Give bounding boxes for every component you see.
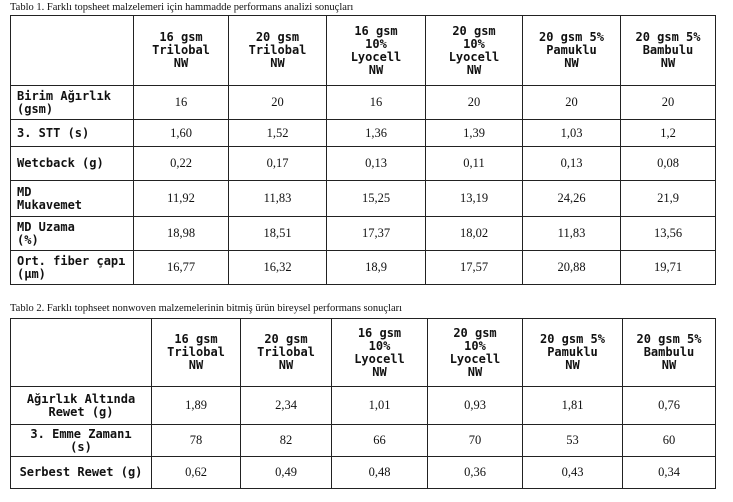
table-cell: 20 bbox=[523, 86, 621, 120]
column-header-line: NW bbox=[660, 56, 676, 70]
table-cell: 16,32 bbox=[229, 251, 327, 285]
row-label-line: (s) bbox=[70, 439, 92, 454]
table-cell: 1,2 bbox=[621, 120, 716, 147]
table-cell: 1,60 bbox=[134, 120, 229, 147]
table-cell: 11,83 bbox=[523, 217, 621, 251]
table-row bbox=[11, 387, 716, 425]
column-header-line: Lyocell bbox=[354, 351, 405, 366]
column-header-line: 20 gsm 5% bbox=[636, 332, 702, 346]
column-header bbox=[623, 319, 716, 387]
table2 bbox=[10, 318, 716, 489]
column-header bbox=[523, 16, 621, 86]
table-cell: 1,36 bbox=[327, 120, 426, 147]
table-cell: 18,02 bbox=[426, 217, 523, 251]
row-label-line: Wetcback (g) bbox=[17, 156, 104, 170]
column-header-line: Trilobal bbox=[248, 43, 307, 57]
table-cell: 1,01 bbox=[332, 387, 428, 425]
table-cell: 18,51 bbox=[229, 217, 327, 251]
column-header-line: Trilobal bbox=[257, 345, 315, 359]
column-header bbox=[327, 16, 426, 86]
row-label-line: Serbest Rewet (g) bbox=[19, 465, 143, 479]
column-header-line: 16 gsm bbox=[357, 325, 402, 340]
column-header-line: NW bbox=[565, 358, 580, 372]
column-header bbox=[241, 319, 332, 387]
column-header-line: Pamuklu bbox=[547, 345, 598, 359]
table-cell: 0,08 bbox=[621, 147, 716, 181]
table-cell: 0,76 bbox=[623, 387, 716, 425]
table-row bbox=[11, 147, 716, 181]
column-header-line: Lyocell bbox=[350, 49, 402, 64]
table-cell: 13,19 bbox=[426, 181, 523, 217]
column-header-line: 10% bbox=[464, 338, 486, 353]
table-cell: 16,77 bbox=[134, 251, 229, 285]
table-cell: 11,83 bbox=[229, 181, 327, 217]
table-cell: 0,17 bbox=[229, 147, 327, 181]
header-row bbox=[11, 16, 716, 86]
column-header-line: NW bbox=[173, 56, 189, 70]
column-header-line: NW bbox=[661, 358, 677, 372]
row-label bbox=[11, 86, 134, 120]
table1 bbox=[10, 15, 716, 285]
table2-caption: Tablo 2. Farklı tophseet nonwoven malzemelerinin bitmiş ürün bireysel performans sonuçları bbox=[10, 303, 403, 314]
row-label-line: (gsm) bbox=[17, 101, 54, 116]
table-cell: 0,93 bbox=[428, 387, 523, 425]
column-header-line: 10% bbox=[365, 36, 387, 51]
table-cell: 53 bbox=[523, 425, 623, 457]
column-header-line: 16 gsm bbox=[174, 332, 218, 346]
table-row bbox=[11, 120, 716, 147]
table-row bbox=[11, 86, 716, 120]
column-header-line: 16 gsm bbox=[354, 23, 398, 38]
row-label bbox=[11, 387, 152, 425]
column-header-line: NW bbox=[270, 56, 285, 70]
column-header-line: NW bbox=[467, 364, 483, 379]
table-row bbox=[11, 457, 716, 489]
row-label bbox=[11, 120, 134, 147]
table-cell: 1,89 bbox=[152, 387, 241, 425]
row-label-line: Ort. fiber çapı bbox=[17, 253, 126, 268]
row-label bbox=[11, 251, 134, 285]
table-cell: 1,81 bbox=[523, 387, 623, 425]
column-header-line: NW bbox=[368, 62, 384, 77]
table-cell: 0,36 bbox=[428, 457, 523, 489]
table-cell: 2,34 bbox=[241, 387, 332, 425]
table-cell: 70 bbox=[428, 425, 523, 457]
table-cell: 21,9 bbox=[621, 181, 716, 217]
row-label bbox=[11, 217, 134, 251]
row-label bbox=[11, 181, 134, 217]
row-label-line: Ağırlık Altında bbox=[26, 391, 136, 406]
column-header-line: NW bbox=[466, 62, 482, 77]
table-cell: 0,43 bbox=[523, 457, 623, 489]
column-header bbox=[523, 319, 623, 387]
column-header-line: 16 gsm bbox=[159, 30, 203, 44]
table-cell: 0,62 bbox=[152, 457, 241, 489]
column-header bbox=[428, 319, 523, 387]
table1-caption: Tablo 1. Farklı topsheet malzelemeri için hammadde performans analizi sonuçları bbox=[10, 2, 354, 13]
column-header-line: 10% bbox=[463, 36, 485, 51]
column-header-line: 20 gsm 5% bbox=[539, 332, 606, 346]
row-label-line: Rewet (g) bbox=[48, 404, 114, 419]
column-header-line: 20 gsm bbox=[264, 332, 308, 346]
column-header-line: NW bbox=[564, 56, 579, 70]
table-cell: 1,52 bbox=[229, 120, 327, 147]
column-header bbox=[134, 16, 229, 86]
corner-cell bbox=[11, 319, 152, 387]
table-cell: 16 bbox=[134, 86, 229, 120]
row-label-line: (%) bbox=[17, 232, 39, 247]
column-header-line: 10% bbox=[368, 338, 391, 353]
row-label bbox=[11, 425, 152, 457]
column-header-line: NW bbox=[188, 358, 204, 372]
column-header-line: 20 gsm bbox=[453, 325, 497, 340]
table-cell: 66 bbox=[332, 425, 428, 457]
column-header-line: Bambulu bbox=[642, 43, 694, 57]
column-header-line: Lyocell bbox=[448, 49, 500, 64]
column-header bbox=[332, 319, 428, 387]
column-header-line: 20 gsm 5% bbox=[538, 30, 605, 44]
column-header-line: Trilobal bbox=[152, 43, 210, 57]
row-label-line: 3. Emme Zamanı bbox=[30, 426, 132, 441]
row-label-line: Mukavemet bbox=[17, 197, 83, 212]
table-cell: 0,49 bbox=[241, 457, 332, 489]
table-cell: 60 bbox=[623, 425, 716, 457]
row-label-line: Birim Ağırlık bbox=[17, 88, 111, 103]
table-row bbox=[11, 251, 716, 285]
column-header-line: Pamuklu bbox=[546, 43, 597, 57]
column-header-line: 20 gsm 5% bbox=[635, 30, 701, 44]
column-header bbox=[152, 319, 241, 387]
column-header-line: 20 gsm bbox=[255, 30, 300, 44]
column-header-line: Lyocell bbox=[449, 351, 501, 366]
column-header bbox=[621, 16, 716, 86]
table-cell: 0,13 bbox=[523, 147, 621, 181]
table-cell: 0,34 bbox=[623, 457, 716, 489]
table-cell: 17,37 bbox=[327, 217, 426, 251]
table-cell: 1,39 bbox=[426, 120, 523, 147]
column-header-line: NW bbox=[278, 358, 294, 372]
column-header-line: Bambulu bbox=[643, 345, 695, 359]
row-label-line: MD bbox=[17, 184, 32, 199]
table-cell: 1,03 bbox=[523, 120, 621, 147]
row-label bbox=[11, 147, 134, 181]
table-cell: 24,26 bbox=[523, 181, 621, 217]
table-cell: 0,13 bbox=[327, 147, 426, 181]
table-cell: 20 bbox=[621, 86, 716, 120]
table-cell: 0,48 bbox=[332, 457, 428, 489]
table-row bbox=[11, 181, 716, 217]
row-label-line: 3. STT (s) bbox=[17, 125, 90, 140]
table-cell: 20 bbox=[229, 86, 327, 120]
table-cell: 82 bbox=[241, 425, 332, 457]
column-header-line: Trilobal bbox=[167, 345, 225, 359]
table-cell: 78 bbox=[152, 425, 241, 457]
column-header bbox=[229, 16, 327, 86]
corner-cell bbox=[11, 16, 134, 86]
row-label-line: MD Uzama bbox=[17, 219, 75, 234]
table-cell: 17,57 bbox=[426, 251, 523, 285]
table-cell: 18,98 bbox=[134, 217, 229, 251]
table-cell: 13,56 bbox=[621, 217, 716, 251]
table-cell: 19,71 bbox=[621, 251, 716, 285]
table-cell: 18,9 bbox=[327, 251, 426, 285]
table-cell: 15,25 bbox=[327, 181, 426, 217]
column-header-line: 20 gsm bbox=[452, 23, 496, 38]
row-label bbox=[11, 457, 152, 489]
table-cell: 0,22 bbox=[134, 147, 229, 181]
table-cell: 20,88 bbox=[523, 251, 621, 285]
header-row bbox=[11, 319, 716, 387]
column-header-line: NW bbox=[372, 364, 387, 379]
table-row bbox=[11, 217, 716, 251]
row-label-line: (µm) bbox=[17, 266, 46, 281]
column-header bbox=[426, 16, 523, 86]
table-cell: 16 bbox=[327, 86, 426, 120]
table-cell: 0,11 bbox=[426, 147, 523, 181]
table-row bbox=[11, 425, 716, 457]
table-cell: 20 bbox=[426, 86, 523, 120]
table-cell: 11,92 bbox=[134, 181, 229, 217]
